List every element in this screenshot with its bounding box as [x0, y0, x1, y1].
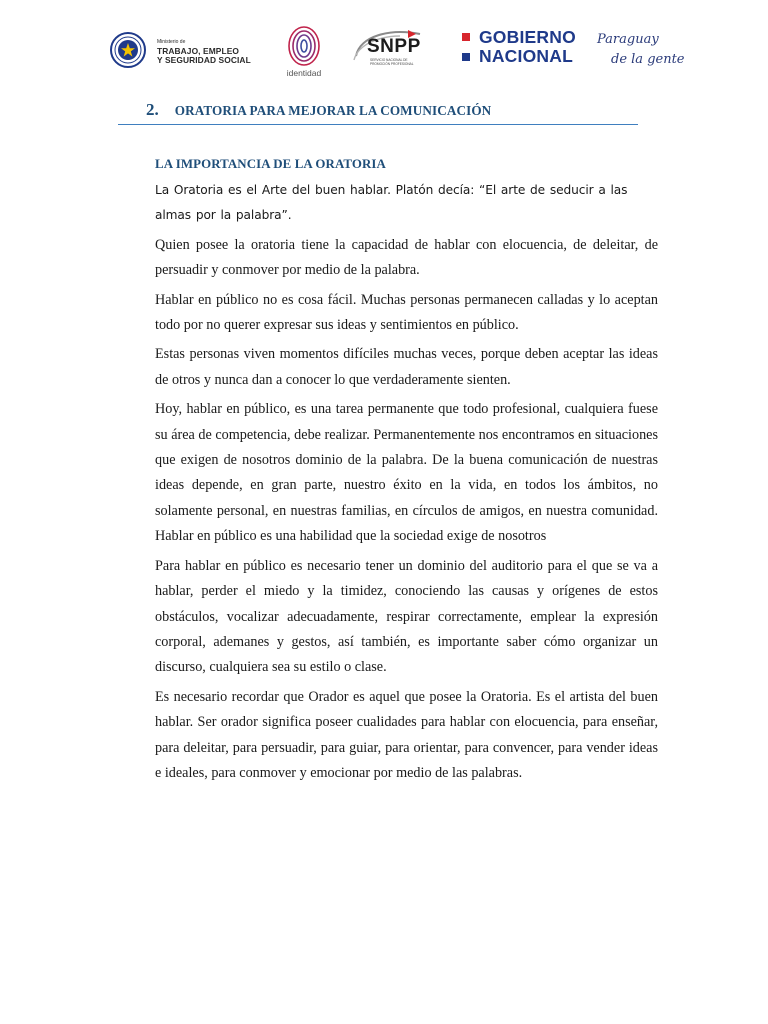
- paragraph-4: Estas personas viven momentos difíciles muchas veces, porque deben aceptar las ideas de otros y nunca dan a conocer lo que verdaderamente sienten.: [155, 346, 658, 388]
- section-divider: [118, 124, 638, 125]
- slogan-line-2: de la gente: [611, 52, 685, 67]
- section-title: ORATORIA PARA MEJORAR LA COMUNICACIÓN: [174, 103, 492, 118]
- identidad-logo: [282, 24, 326, 86]
- page-header: [0, 18, 768, 88]
- section-heading: [146, 100, 626, 120]
- snpp-logo: [350, 26, 445, 81]
- paraguay-de-la-gente-logo: [597, 30, 685, 76]
- paraguay-seal-icon: [110, 32, 146, 68]
- ministry-logo-text: [157, 40, 267, 65]
- document-body: [155, 153, 658, 790]
- gobierno-nacional-logo: [460, 28, 590, 72]
- snpp-label: SNPP: [367, 36, 421, 57]
- paragraph-6: Para hablar en público es necesario tener un dominio del auditorio para el que se va a hablar, perder el miedo y la timidez, conociendo las causas y orígenes de estos obstáculos, vocalizar adecuadamente, respirar correctamente, emplear la expresión corporal, ademanes y gestos, así también, es importante saber cómo organizar un discurso, cualquiera sea su estilo o clase.: [155, 557, 658, 676]
- section-number: 2.: [146, 100, 159, 119]
- ministry-line-1: TRABAJO, EMPLEO: [157, 46, 239, 56]
- gobierno-line-2: NACIONAL: [479, 46, 573, 66]
- paragraph-1: La Oratoria es el Arte del buen hablar. Platón decía: “El arte de seducir a las almas por la palabra”.: [155, 183, 628, 223]
- ministry-line-2: Y SEGURIDAD SOCIAL: [157, 55, 251, 66]
- snpp-subtitle: SERVICIO NACIONAL DE PROMOCIÓN PROFESIONAL: [370, 58, 414, 66]
- paragraph-2: Quien posee la oratoria tiene la capacidad de hablar con elocuencia, de deleitar, de persuadir y conmover por medio de la palabra.: [155, 236, 658, 279]
- paragraph-3: Hablar en público no es cosa fácil. Muchas personas permanecen calladas y lo aceptan todo por no querer expresar sus ideas y sentimientos en público.: [155, 291, 658, 334]
- slogan-line-1: Paraguay: [597, 32, 659, 47]
- identidad-label: identidad: [286, 68, 322, 78]
- gobierno-line-1: GOBIERNO: [479, 27, 576, 47]
- fingerprint-icon: [282, 24, 326, 68]
- paragraph-7: Es necesario recordar que Orador es aquel que posee la Oratoria. Es el artista del buen hablar. Ser orador significa poseer cualidades para hablar con elocuencia, para enseñar, para deleitar, para persuadir, para guiar, para orientar, para convencer, para vender ideas e ideales, para conmover y emocionar por medio de las palabras.: [155, 688, 658, 781]
- ministry-small-label: Ministerio de: [157, 39, 186, 45]
- red-square-icon: [462, 33, 470, 41]
- paragraph-5: Hoy, hablar en público, es una tarea permanente que todo profesional, cualquiera fuese su área de competencia, debe realizar. Permanentemente nos encontramos en situaciones que exigen de nosotros dominio de la palabra. De la buena comunicación de nuestras ideas depende, en gran parte, nuestro éxito en la vida, en todos los ámbitos, no solamente personal, en nuestras familias, en círculos de amigos, en nuestra comunidad. Hablar en público es una habilidad que la sociedad exige de nosotros: [155, 401, 658, 545]
- subheading: LA IMPORTANCIA DE LA ORATORIA: [155, 157, 386, 171]
- blue-square-icon: [462, 53, 470, 61]
